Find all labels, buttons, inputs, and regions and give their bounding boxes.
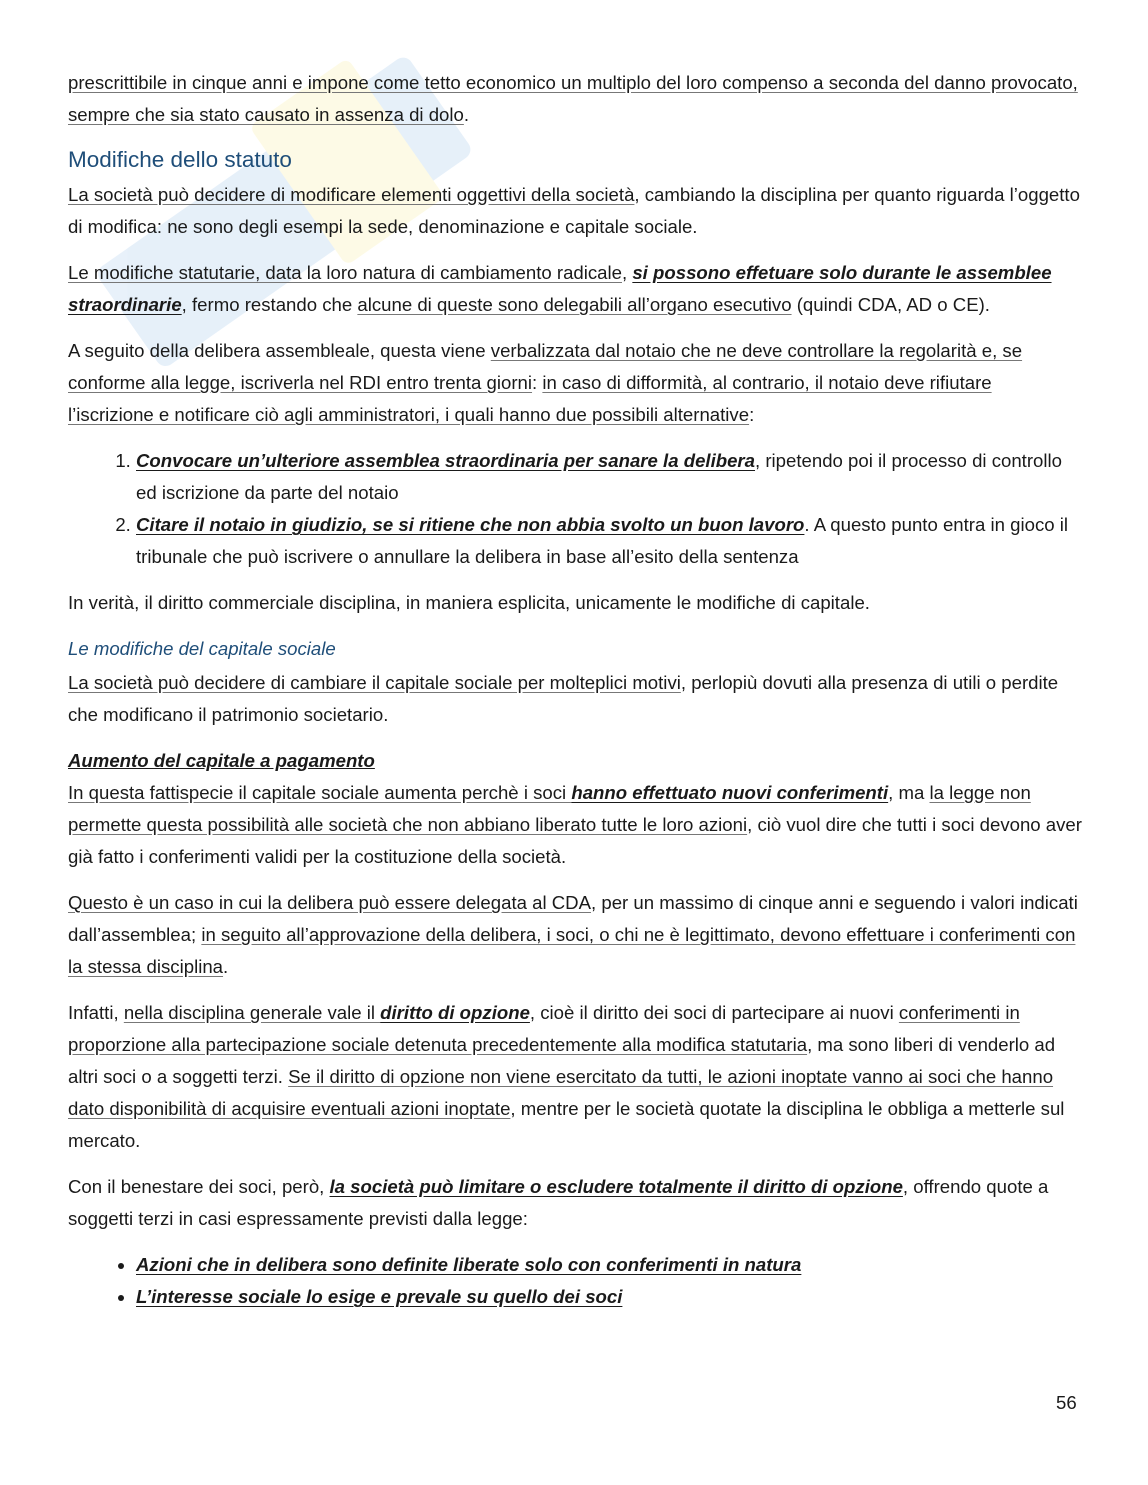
underlined-text: Questo è un caso in cui la delibera può essere delegata al CDA (68, 892, 592, 913)
emphasis-text: si possono effetuare solo durante le assemblee straordinarie (68, 262, 1052, 315)
text-span: , ripetendo poi il processo di controllo ed iscrizione da parte del notaio (136, 450, 1062, 503)
text-span: : (532, 372, 543, 393)
underlined-text: conferimenti in proporzione alla partecipazione sociale detenuta precedentemente alla modifica statutaria (68, 1002, 1020, 1055)
paragraph (68, 777, 1082, 873)
emphasis-text: la società può limitare o escludere totalmente il diritto di opzione (329, 1176, 903, 1197)
page-number: 56 (1056, 1392, 1077, 1413)
text-span: . A questo punto entra in gioco il tribunale che può iscrivere o annullare la delibera in base all’esito della sentenza (136, 514, 1069, 567)
text-span: , ciò vuol dire che tutti i soci devono aver già fatto i conferimenti validi per la costituzione della società. (68, 814, 1082, 867)
emphasis-text: Azioni che in delibera sono definite liberate solo con conferimenti in natura (136, 1254, 802, 1275)
paragraph (68, 257, 1082, 321)
text-span: . (223, 956, 229, 977)
emphasis-text: Citare il notaio in giudizio, se si ritiene che non abbia svolto un buon lavoro (136, 514, 805, 535)
text-span: : (749, 404, 755, 425)
underlined-text: Le modifiche statutarie, data la loro natura di cambiamento radicale (68, 262, 622, 283)
list-item (136, 509, 1082, 573)
underlined-text: alcune di queste sono delegabili all’organo esecutivo (357, 294, 792, 315)
section-heading: Modifiche dello statuto (68, 147, 292, 172)
paragraph (68, 667, 1082, 731)
underlined-text: La società può decidere di modificare elementi oggettivi della società (68, 184, 635, 205)
list-item (136, 445, 1082, 509)
bullet-list (68, 1249, 1082, 1313)
underlined-text: la legge non permette questa possibilità alle società che non abbiano liberato tutte le loro azioni (68, 782, 1031, 835)
document-page (68, 67, 1082, 1327)
underlined-text: prescrittibile in cinque anni e impone come tetto economico un multiplo del loro compenso a seconda del danno provocato, sempre che sia stato causato in assenza di dolo (68, 72, 1078, 125)
text-span: In verità, il diritto commerciale disciplina, in maniera esplicita, unicamente le modifiche di capitale. (68, 592, 870, 613)
underlined-text: La società può decidere di cambiare il capitale sociale per molteplici motivi (68, 672, 681, 693)
numbered-list (68, 445, 1082, 573)
emphasis-text: Convocare un’ulteriore assemblea straordinaria per sanare la delibera (136, 450, 756, 471)
underlined-text: In questa fattispecie il capitale sociale aumenta perchè i soci (68, 782, 572, 803)
emphasis-text: hanno effettuato nuovi conferimenti (571, 782, 889, 803)
text-span: , offrendo quote a soggetti terzi in casi espressamente previsti dalla legge: (68, 1176, 1049, 1229)
text-span: , (622, 262, 633, 283)
text-span: , ma (888, 782, 930, 803)
emphasis-text: L’interesse sociale lo esige e prevale su quello dei soci (136, 1286, 623, 1307)
text-span: Infatti, (68, 1002, 124, 1023)
text-span: . (463, 104, 470, 125)
underlined-text: verbalizzata dal notaio che ne deve controllare la regolarità e, se conforme alla legge, iscriverla nel RDI entro trenta giorni (68, 340, 1023, 393)
list-item (136, 1249, 1082, 1281)
emphasis-text: diritto di opzione (380, 1002, 530, 1023)
text-span: , fermo restando che (181, 294, 358, 315)
paragraph (68, 997, 1082, 1157)
text-span: , perlopiù dovuti alla presenza di utili o perdite che modificano il patrimonio societario. (68, 672, 1059, 725)
list-item (136, 1281, 1082, 1313)
subsection-heading: Le modifiche del capitale sociale (68, 638, 336, 659)
text-span: , mentre per le società quotate la disciplina le obbliga a metterle sul mercato. (68, 1098, 1065, 1151)
paragraph (68, 179, 1082, 243)
text-span: , cioè il diritto dei soci di partecipare ai nuovi (529, 1002, 899, 1023)
text-span: , ma sono liberi di venderlo ad altri soci o a soggetti terzi. (68, 1034, 1056, 1087)
topic-heading: Aumento del capitale a pagamento (68, 750, 375, 771)
underlined-text: nella disciplina generale vale il (123, 1002, 381, 1023)
paragraph (68, 887, 1082, 983)
text-span: A seguito della delibera assembleale, questa viene (68, 340, 491, 361)
paragraph (68, 1171, 1082, 1235)
underlined-text: in seguito all’approvazione della delibera, i soci, o chi ne è legittimato, devono effettuare i conferimenti con la stessa disciplina (68, 924, 1076, 977)
paragraph (68, 335, 1082, 431)
text-span: Con il benestare dei soci, però, (68, 1176, 330, 1197)
text-span: , cambiando la disciplina per quanto riguarda l’oggetto di modifica: ne sono degli esempi la sede, denominazione e capitale sociale. (68, 184, 1080, 237)
paragraph (68, 587, 1082, 619)
text-span: , per un massimo di cinque anni e seguendo i valori indicati dall’assemblea; (68, 892, 1078, 945)
underlined-text: in caso di difformità, al contrario, il notaio deve rifiutare l’iscrizione e notificare ciò agli amministratori, i quali hanno due possibili alternative (68, 372, 992, 425)
paragraph (68, 67, 1082, 131)
text-span: (quindi CDA, AD o CE). (791, 294, 990, 315)
underlined-text: Se il diritto di opzione non viene esercitato da tutti, le azioni inoptate vanno ai soci che hanno dato disponibilità di acquisire eventuali azioni inoptate (68, 1066, 1054, 1119)
